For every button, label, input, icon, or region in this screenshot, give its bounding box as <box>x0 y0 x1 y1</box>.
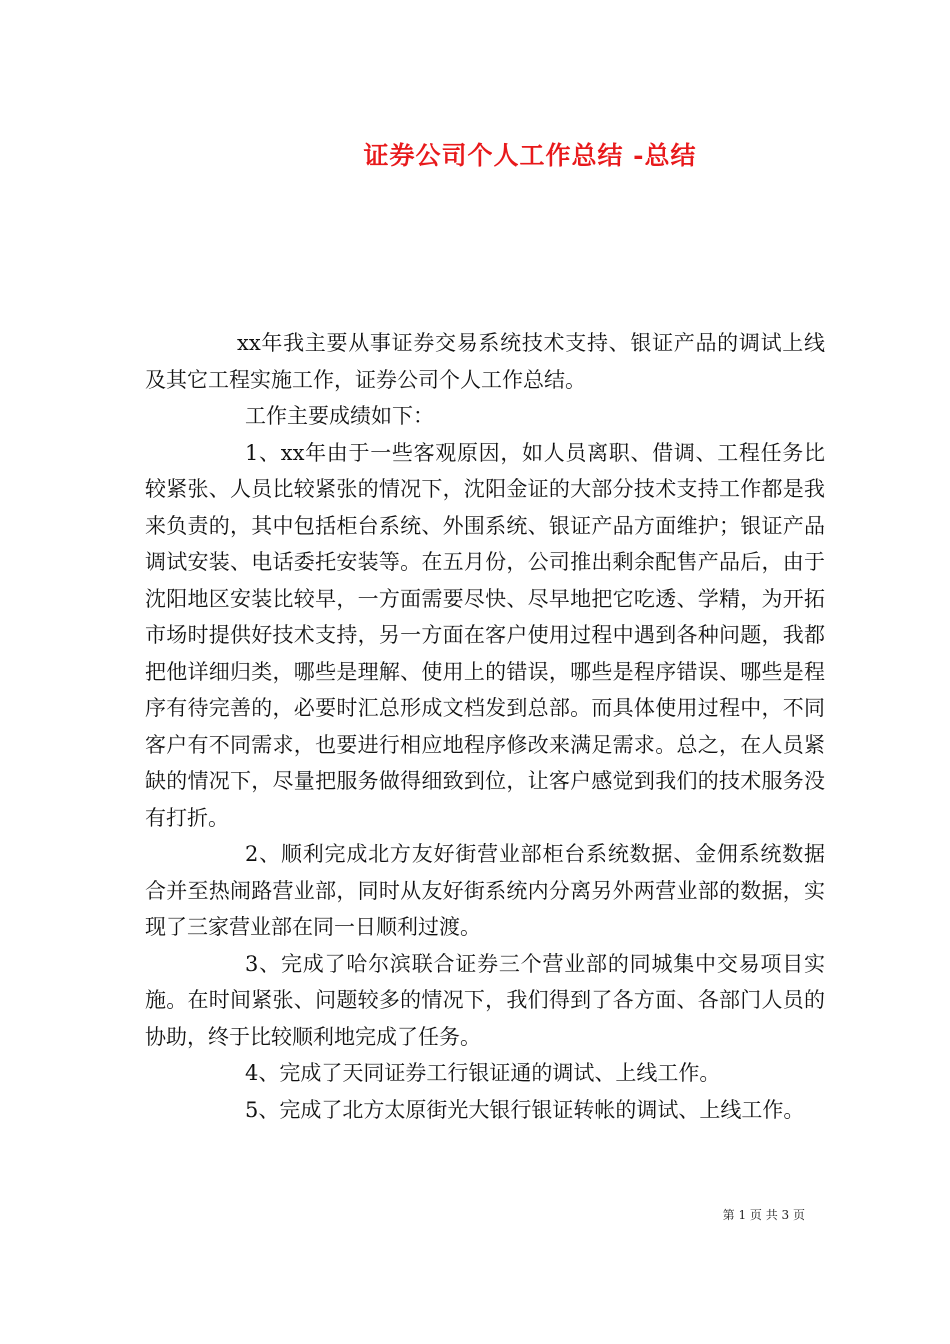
paragraph-intro: xx年我主要从事证券交易系统技术支持、银证产品的调试上线及其它工程实施工作，证券公司个人工作总结。 <box>145 331 825 392</box>
document-body <box>145 325 825 1128</box>
page-number: 第 1 页 共 3 页 <box>722 1208 805 1222</box>
document-title: 证券公司个人工作总结 -总结 <box>363 141 697 170</box>
paragraph-item-5: 5、完成了北方太原街光大银行银证转帐的调试、上线工作。 <box>245 1097 805 1122</box>
paragraph-achievements-heading: 工作主要成绩如下： <box>245 404 434 428</box>
paragraph-item-2: 2、顺利完成北方友好街营业部柜台系统数据、金佣系统数据合并至热闹路营业部，同时从友好街系统内分离另外两营业部的数据，实现了三家营业部在同一日顺利过渡。 <box>145 842 825 939</box>
paragraph-item-4: 4、完成了天同证券工行银证通的调试、上线工作。 <box>245 1061 721 1085</box>
paragraph-item-1: 1、xx年由于一些客观原因，如人员离职、借调、工程任务比较紧张、人员比较紧张的情况下，沈阳金证的大部分技术支持工作都是我来负责的，其中包括柜台系统、外围系统、银证产品方面维护；银证产品调试安装、电话委托安装等。在五月份，公司推出剩余配售产品后，由于沈阳地区安装比较早，一方面需要尽快、尽早地把它吃透、学精，为开拓市场时提供好技术支持，另一方面在客户使用过程中遇到各种问题，我都把他详细归类，哪些是理解、使用上的错误，哪些是程序错误、哪些是程序有待完善的，必要时汇总形成文档发到总部。而具体使用过程中，不同客户有不同需求，也要进行相应地程序修改来满足需求。总之，在人员紧缺的情况下，尽量把服务做得细致到位，让客户感觉到我们的技术服务没有打折。 <box>145 440 825 830</box>
paragraph-item-3: 3、完成了哈尔滨联合证券三个营业部的同城集中交易项目实施。在时间紧张、问题较多的情况下，我们得到了各方面、各部门人员的协助，终于比较顺利地完成了任务。 <box>145 951 825 1049</box>
